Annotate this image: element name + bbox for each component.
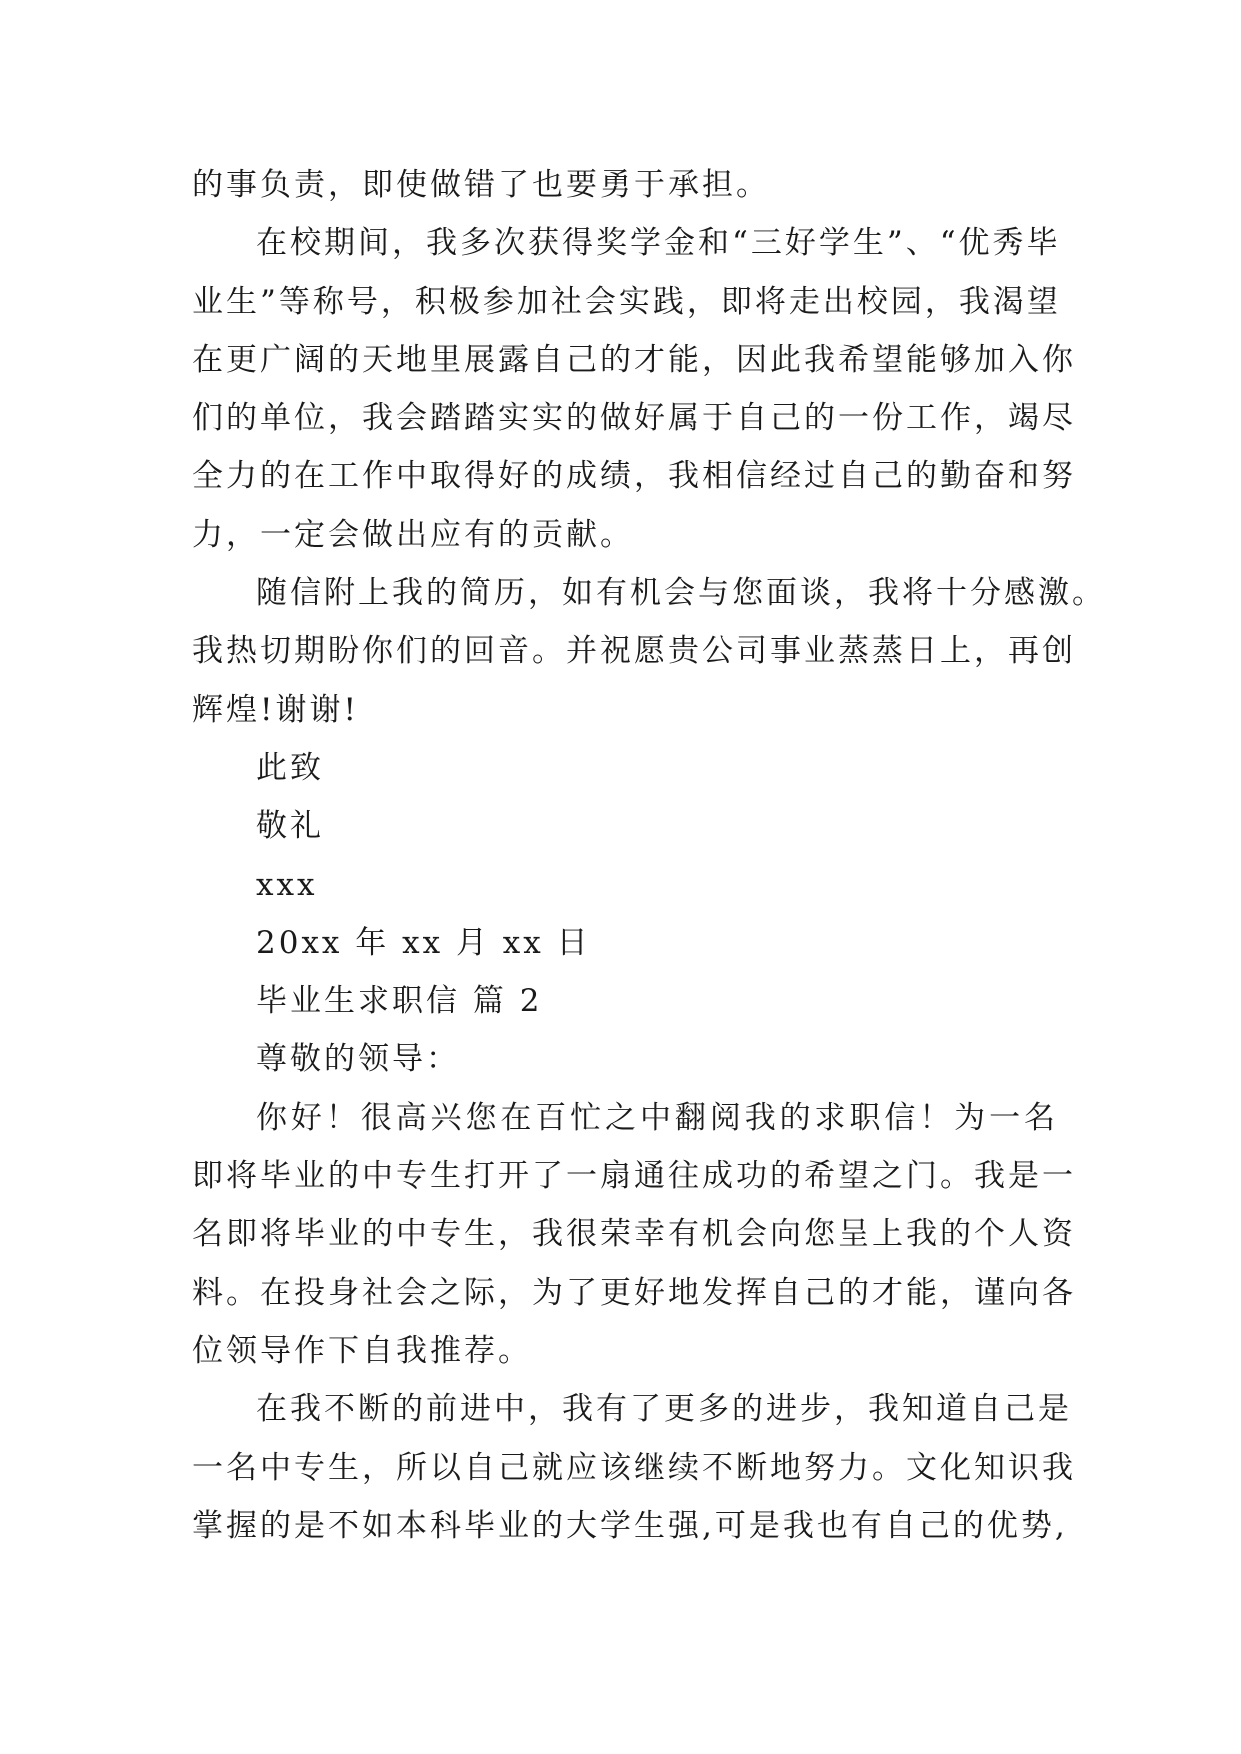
text-line: 即将毕业的中专生打开了一扇通往成功的希望之门。我是一 [192,1158,1076,1195]
text-line: 此致 [256,749,324,786]
text-line: 名即将毕业的中专生，我很荣幸有机会向您呈上我的个人资 [192,1216,1076,1253]
letter-body [192,156,1106,1555]
text-line: 在校期间，我多次获得奖学金和“三好学生”、“优秀毕 [256,225,1061,262]
text-line: 一名中专生，所以自己就应该继续不断地努力。文化知识我 [192,1449,1076,1486]
text-line: 随信附上我的简历，如有机会与您面谈，我将十分感激。 [256,575,1106,612]
text-line: 辉煌!谢谢! [192,691,359,728]
text-line: 位领导作下自我推荐。 [192,1332,532,1369]
text-line: 敬礼 [256,808,324,845]
text-line: 料。在投身社会之际，为了更好地发挥自己的才能，谨向各 [192,1274,1076,1311]
text-line: xxx [256,866,318,903]
text-line: 在更广阔的天地里展露自己的才能，因此我希望能够加入你 [192,341,1076,378]
text-line: 业生”等称号，积极参加社会实践，即将走出校园，我渴望 [192,283,1061,320]
text-line: 20xx 年 xx 月 xx 日 [256,924,591,961]
text-line: 力，一定会做出应有的贡献。 [192,516,634,553]
text-line: 在我不断的前进中，我有了更多的进步，我知道自己是 [256,1391,1072,1428]
text-line: 全力的在工作中取得好的成绩，我相信经过自己的勤奋和努 [192,458,1076,495]
text-line: 尊敬的领导： [256,1041,460,1078]
text-line: 的事负责，即使做错了也要勇于承担。 [192,167,770,203]
text-line: 掌握的是不如本科毕业的大学生强,可是我也有自己的优势, [192,1507,1068,1544]
text-line: 毕业生求职信 篇 2 [256,983,543,1020]
text-line: 们的单位，我会踏踏实实的做好属于自己的一份工作，竭尽 [192,400,1076,437]
text-line: 我热切期盼你们的回音。并祝愿贵公司事业蒸蒸日上，再创 [192,633,1076,670]
text-line: 你好！很高兴您在百忙之中翻阅我的求职信！为一名 [256,1099,1058,1136]
